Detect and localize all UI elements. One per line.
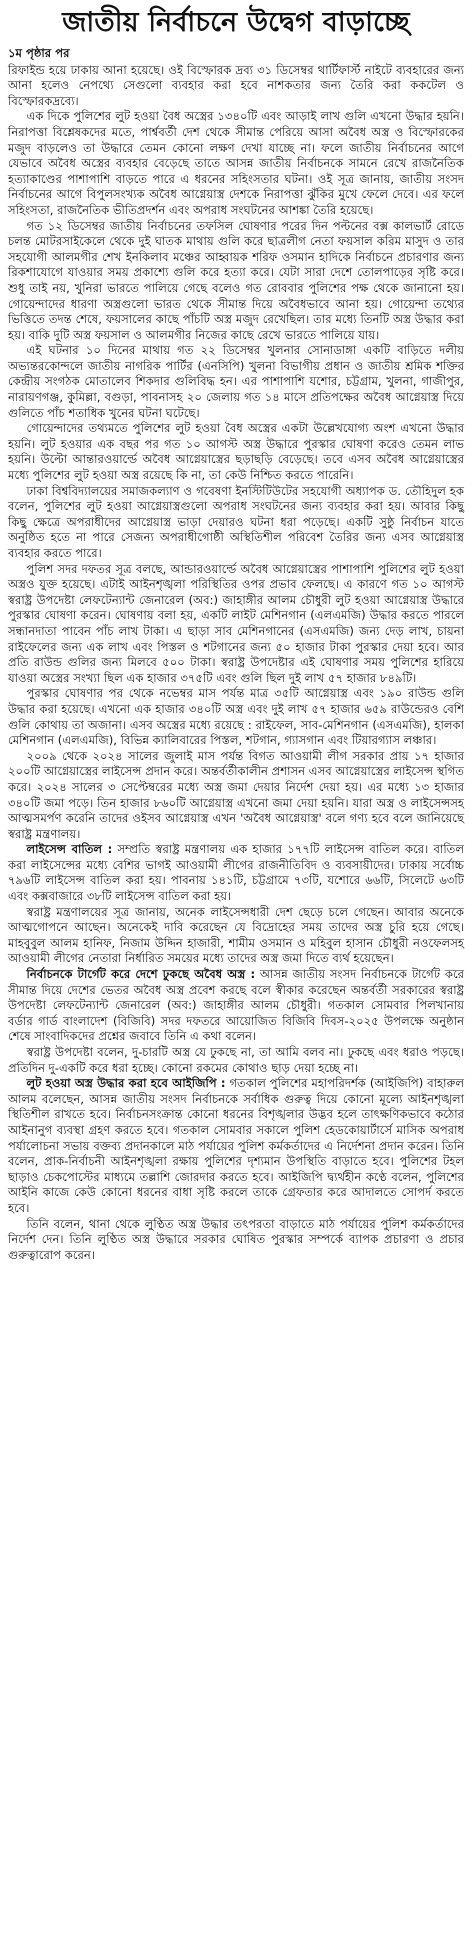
paragraph-text: পুলিশ সদর দফতর সূত্র বলছে, আন্ডারওয়ার্ল্ডে অবৈধ আগ্নেয়াস্ত্রের পাশাপাশি পুলিশের লুট হওয়া অস্ত্রও যুক্ত হয়েছে। এটাই আইনশৃঙ্খলা পরিস্থিতির ওপর প্রভাব ফেলছে। এ কারণে গত ১০ আগস্ট স্বরাষ্ট্র উপদেষ্টা লেফটেন্যান্ট জেনারেল (অব:) জাহাঙ্গীর আলম চৌধুরী লুট হওয়া আগ্নেয়াস্ত্র উদ্ধারে পুরস্কার ঘোষণা করেন। ঘোষণায় বলা হয়, একটি লাইট মেশিনগান (এলএমজি) উদ্ধার করতে পারলে সন্ধানদাতা পাবেন পাঁচ লাখ টাকা। এ ছাড়া সাব মেশিনগানের (এসএমজি) জন্য দেড় লাখ, চায়না রাইফেলের জন্য এক লাখ এবং পিস্তল ও শটগানের জন্য ৫০ হাজার টাকা পুরস্কার দেয়া হবে। আর প্রতি রাউন্ড গুলির জন্য মিলবে ৫০০ টাকা। স্বরাষ্ট্র উপদেষ্টার এই ঘোষণার সময় পুলিশের হারিয়ে যাওয়া অস্ত্রের সংখ্যা ছিল এক হাজার ৩৭৫টি এবং গুলি ছিল দুই লাখ ৫৭ হাজার ৮৪৯টি। [8,561,464,685]
paragraph-text: আসন্ন জাতীয় সংসদ নির্বাচনকে টার্গেট করে সীমান্ত দিয়ে দেশের ভেতর অবৈধ অস্ত্র প্রবেশ করছে বলে স্বীকার করেছেন অন্তর্বর্তী সরকারের স্বরাষ্ট্র উপদেষ্টা লেফটেন্যান্ট জেনারেল (অব:) জাহাঙ্গীর আলম চৌধুরী। গতকাল সোমবার পিলখানায় বর্ডার গার্ড বাংলাদেশ (বিজিবি) সদর দফতরে আয়োজিত বিজিবি দিবস-২০২৫ উপলক্ষে অনুষ্ঠান শেষে সাংবাদিকদের প্রশ্নের জবাবে তিনি এ কথা বলেন। [8,967,465,1044]
paragraph-text: সম্প্রতি স্বরাষ্ট্র মন্ত্রণালয় এক হাজার ১৭৭টি লাইসেন্স বাতিল করে। বাতিল করা লাইসেন্সের মধ্যে বেশির ভাগই আওয়ামী লীগের রাজনীতিবিদ ও ব্যবসায়ীদের। ঢাকায় সর্বোচ্চ ৭৯৬টি লাইসেন্স বাতিল করা হয়। পাবনায় ১৪১টি, চট্টগ্রামে ৭৩টি, যশোরে ৬৬টি, সিলেটে ৬৩টি এবং কক্সবাজারে ৩৮টি লাইসেন্স বাতিল করা হয়। [8,842,464,904]
article-paragraph [8,1045,464,1076]
paragraph-text: ঢাকা বিশ্ববিদ্যালয়ের সমাজকল্যাণ ও গবেষণা ইনস্টিটিউটের সহযোগী অধ্যাপক ড. তৌহিদুল হক বলেন, পুলিশের লুট হওয়া আগ্নেয়াস্ত্রগুলো অপরাধ সংঘটনের জন্য ব্যবহার করা হয়। আবার কিছু কিছু ক্ষেত্রে অপরাধীদের আগ্নেয়াস্ত্র ভাড়া দেয়ারও ঘটনা ধরা পড়েছে। একটি সুষ্ঠু নির্বাচন যাতে অনুষ্ঠিত হতে না পারে সেজন্য অপরাধীগোষ্ঠী অস্থিতিশীল পরিবেশ তৈরির জন্য এসব আগ্নেয়াস্ত্র ব্যবহার করতে পারে। [8,483,464,560]
paragraph-text: এক দিকে পুলিশের লুট হওয়া বৈধ অস্ত্রের ১৩৪০টি এবং আড়াই লাখ গুলি এখনো উদ্ধার হয়নি। নিরাপত্তা বিশ্লেষকদের মতে, পার্শ্ববর্তী দেশ থেকে সীমান্ত পেরিয়ে আসা অবৈধ অস্ত্র ও বিস্ফোরকের মজুদ বাড়লেও তা উদ্ধারে তেমন কোনো লক্ষণ দেখা যাচ্ছে না। ফলে জাতীয় নির্বাচনের আগে যেভাবে অবৈধ অস্ত্রের ব্যবহার বেড়েছে তাতে আসন্ন জাতীয় নির্বাচনকে সামনে রেখে রাজনৈতিক হত্যাকাণ্ডের পাশাপাশি বাড়তে পারে এ ধরনের সহিংসতার ঘটনা। ওই সূত্র জানায়, জাতীয় সংসদ নির্বাচনের আগে বিপুলসংখ্যক অবৈধ আগ্নেয়াস্ত্র দেশকে নিরাপত্তা ঝুঁকির মুখে ফেলে দেবে। এর ফলে সহিংসতা, রাজনৈতিক ভীতিপ্রদর্শন এবং অপরাধ সংঘটনের আশঙ্কা তৈরি হয়েছে। [8,109,464,217]
article-paragraph [8,749,464,843]
article-paragraph [8,842,464,904]
article-paragraph [8,219,464,344]
article-paragraph [8,343,464,421]
continued-from-label: ১ম পৃষ্ঠার পর [8,46,70,60]
article-paragraph [8,421,464,483]
article-paragraph [8,562,464,687]
paragraph-text: এই ঘটনার ১০ দিনের মাথায় গত ২২ ডিসেম্বর খুলনার সোনাডাঙ্গা একটি বাড়িতে দলীয় অভ্যন্তরকোন্দলে জাতীয় নাগরিক পার্টির (এনসিপি) খুলনা বিভাগীয় প্রধান ও জাতীয় শ্রমিক শক্তির কেন্দ্রীয় সংগঠক মোতালেব শিকদার গুলিবিদ্ধ হন। এর পাশাপাশি যশোর, চট্টগ্রাম, খুলনা, গাজীপুর, নারায়ণগঞ্জ, কুমিল্লা, বগুড়া, পাবনাসহ ২০ জেলায় গত ১৪ মাসে প্রতিপক্ষের অবৈধ আগ্নেয়াস্ত্র দিয়ে গুলিতে পাঁচ শতাধিক খুনের ঘটনা ঘটেছে। [8,343,464,420]
paragraph-text: রিফাইন্ড হয়ে ঢাকায় আনা হয়েছে। ওই বিস্ফোরক দ্রব্য ৩১ ডিসেম্বর থার্টিফার্স্ট নাইটে ব্যবহারের জন্য আনা হলেও নেপথ্যে সেগুলো ব্যবহার করা হবে নাশকতার জন্য তৈরি করা ককটেল ও বিস্ফোরকদ্রব্যে। [8,62,464,108]
article-paragraph [8,1076,464,1216]
paragraph-text: স্বরাষ্ট্র উপদেষ্টা বলেন, দু-চারটি অস্ত্র যে ঢুকছে না, তা আমি বলব না। ঢুকছে এবং ধরাও পড়ছে। প্রতিদিন দু-একটি করে ধরা হচ্ছে। কোনো রকমের কোথাও ছাড় দেয়া হচ্ছে না। [8,1045,464,1075]
article-paragraph [8,484,464,562]
article-body [8,63,464,1264]
article-paragraph [8,686,464,748]
paragraph-subhead: নির্বাচনকে টার্গেট করে দেশে ঢুকছে অবৈধ অস্ত্র : [26,967,256,982]
paragraph-subhead: লাইসেন্স বাতিল : [26,842,113,857]
article-paragraph [8,109,464,218]
article-paragraph [8,63,464,110]
paragraph-text: তিনি বলেন, থানা থেকে লুণ্ঠিত অস্ত্র উদ্ধার তৎপরতা বাড়াতে মাঠ পর্যায়ের পুলিশ কর্মকর্তাদের নির্দেশ দেন। তিনি লুণ্ঠিত অস্ত্র উদ্ধারে সরকার ঘোষিত পুরস্কার সম্পর্কে ব্যাপক প্রচারণা ও প্রচার গুরুত্বারোপ করেন। [8,1216,464,1262]
article-paragraph [8,967,464,1045]
article-paragraph [8,905,464,967]
paragraph-subhead: লুট হওয়া অস্ত্র উদ্ধার করা হবে আইজিপি : [26,1076,226,1091]
paragraph-text: গতকাল পুলিশের মহাপরিদর্শক (আইজিপি) বাহারুল আলম বলেছেন, আসন্ন জাতীয় সংসদ নির্বাচনকে সর্বাধিক গুরুত্ব দিয়ে কোনো মূল্যে আইনশৃঙ্খলা স্থিতিশীল রাখতে হবে। নির্বাচনসংক্রান্ত কোনো ধরনের বিশৃঙ্খলার উদ্ভব হলে তাৎক্ষণিকভাবে কঠোর আইনানুগ ব্যবস্থা গ্রহণ করতে হবে। গতকাল সোমবার সকালে পুলিশ হেডকোয়ার্টার্সে মাসিক অপরাধ পর্যালোচনা সভায় বক্তব্য প্রদানকালে মাঠ পর্যায়ের পুলিশ কর্মকর্তাদের এ নির্দেশনা প্রদান করেন। তিনি বলেন, প্রাক-নির্বাচনী আইনশৃঙ্খলা রক্ষায় পুলিশের দৃশ্যমান উপস্থিতি বাড়াতে হবে। পুলিশের টহল ছাড়াও চেকপোস্টের মাধ্যমে তল্লাশি জোরদার করতে হবে। আইজিপি দ্ব্যর্থহীন কণ্ঠে বলেন, পুলিশের আইনি কাজে কেউ কোনো ধরনের বাধা সৃষ্টি করলে তাকে গ্রেফতার করে আদালতে সোপর্দ করতে হবে। [8,1076,465,1215]
paragraph-text: গোয়েন্দাদের তথ্যমতে পুলিশের লুট হওয়া বৈধ অস্ত্রের একটা উল্লেখযোগ্য অংশ এখনো উদ্ধার হয়নি। লুট হওয়ার এক বছর পর গত ১০ আগস্ট অস্ত্র উদ্ধারে পুরস্কার ঘোষণা করেও তেমন লাভ হয়নি। উল্টো আন্তারওয়ার্ল্ডে অবৈধ আগ্নেয়াস্ত্রের ছড়াছড়ি বেড়েছে। তবে এসব অবৈধ আগ্নেয়াস্ত্রের মধ্যে পুলিশের লুট হওয়া অস্ত্র রয়েছে কি না, তা কেউ নিশ্চিত করতে পারেনি। [8,421,464,483]
paragraph-text: স্বরাষ্ট্র মন্ত্রণালয়ের সূত্র জানায়, অনেক লাইসেন্সধারী দেশ ছেড়ে চলে গেছেন। আবার অনেকে আত্মগোপনে আছেন। অনেকেই দাবি করেছেন যে বিদ্রোহের সময় তাদের অস্ত্র চুরি হয়ে গেছে। মাহবুবুল আলম হানিফ, নিজাম উদ্দিন হাজারী, শামীম ওসমান ও মহিবুল হাসান চৌধুরী নওফেলসহ আওয়ামী লীগের নেতারা নির্ধারিত সময়ের মধ্যে তাদের অস্ত্র জমা দিতে ব্যর্থ হয়েছেন। [8,904,464,966]
article-paragraph [8,1217,464,1264]
article-headline: জাতীয় নির্বাচনে উদ্বেগ বাড়াচ্ছে [62,7,410,38]
paragraph-text: পুরস্কার ঘোষণার পর থেকে নভেম্বর মাস পর্যন্ত মাত্র ৩৫টি আগ্নেয়াস্ত্র এবং ১৯০ রাউন্ড গুলি উদ্ধার করা হয়েছে। এখনো এক হাজার ৩৪০টি অস্ত্র এবং দুই লাখ ৫৭ হাজার ৬৫৯ রাউন্ডেরও বেশি গুলি কোথায় তা অজানা। এসব অস্ত্রের মধ্যে রয়েছে : রাইফেল, সাব-মেশিনগান (এসএমজি), হালকা মেশিনগান (এলএমজি), বিভিন্ন ক্যালিবারের পিস্তল, শটগান, গ্যাসগান এবং টিয়ারগ্যাস লঞ্চার। [8,686,464,748]
paragraph-text: ২০০৯ থেকে ২০২৪ সালের জুলাই মাস পর্যন্ত বিগত আওয়ামী লীগ সরকার প্রায় ১৭ হাজার ২০০টি আগ্নেয়াস্ত্রের লাইসেন্স প্রদান করে। অন্তর্বর্তীকালীন প্রশাসন এসব আগ্নেয়াস্ত্রের লাইসেন্স স্থগিত করে। ২০২৪ সালের ৩ সেপ্টেম্বরের মধ্যে অস্ত্র জমা দেয়ার নির্দেশ দেয়া হয়। এর মধ্যে ১৩ হাজার ৩৪০টি জমা পড়ে। তিন হাজার ৮৬০টি আগ্নেয়াস্ত্র এখনো জমা দেয়া হয়নি। যারা অস্ত্র ও লাইসেন্সসহ আত্মসমর্পণ করেনি তাদের ওইসব আগ্নেয়াস্ত্র এখন 'অবৈধ আগ্নেয়াস্ত্র' বলে গণ্য হবে বলে জানিয়েছে স্বরাষ্ট্র মন্ত্রণালয়। [8,748,464,841]
paragraph-text: গত ১২ ডিসেম্বর জাতীয় নির্বাচনের তফসিল ঘোষণার পরের দিন পল্টনের বক্স কালভার্ট রোডে চলন্ত মোটরসাইকেলে থেকে দুই ঘাতক মাথায় গুলি করে ছাত্রলীগ নেতা ফয়সাল করিম মাসুদ ও তার সহযোগী আলমগীর শেখ ইনকিলাব মঞ্চের আহ্বায়ক শরিফ ওসমান হাদিকে নির্বাচনে প্রচারণার জন্য রিকশাযোগে যাওয়ার সময় প্রকাশ্যে গুলি করে হত্যা করে। যেটা সারা দেশে তোলপাড়ের সৃষ্টি করে। শুধু তাই নয়, খুনিরা ভারতে পালিয়ে গেছে বলেও গত রোববার পুলিশের পক্ষ থেকে জানানো হয়। গোয়েন্দাদের ধারণা অস্ত্রগুলো ভারত থেকে সীমান্ত দিয়ে অবৈধভাবে আনা হয়। গোয়েন্দা তথ্যের ভিত্তিতে তদন্ত শেষে, ফয়সালের কাছে পাঁচটি অস্ত্র মজুদ রেখেছিল। তার মধ্যে তিনটি অস্ত্র উদ্ধার করা হয়। বাকি দুটি অস্ত্র ফয়সাল ও আলমগীর নিজের কাছে রেখে ভারতে পালিয়ে যায়। [8,218,464,342]
